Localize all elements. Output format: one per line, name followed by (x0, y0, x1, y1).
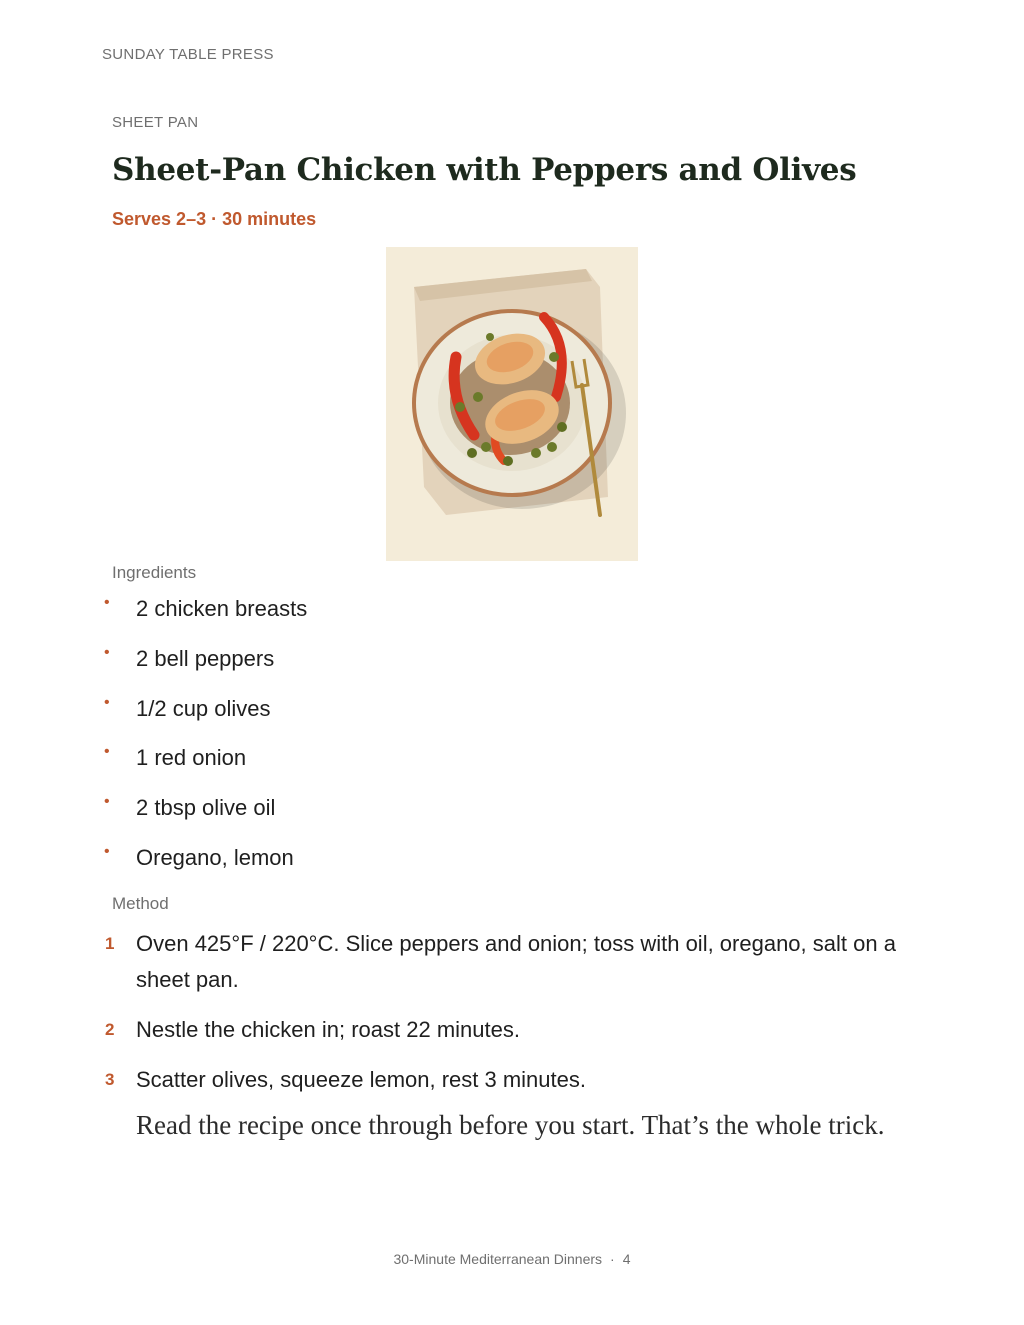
bullet-dot-icon: • (104, 743, 110, 761)
bullet-dot-icon: • (104, 594, 110, 611)
step-text: Nestle the chicken in; roast 22 minutes. (136, 1017, 520, 1042)
publisher-name: SUNDAY TABLE PRESS (102, 46, 274, 63)
recipe-photo (386, 247, 638, 561)
recipe-category: SHEET PAN (112, 114, 199, 131)
method-step (104, 1012, 904, 1048)
ingredients-heading: Ingredients (112, 563, 197, 582)
recipe-tip: Read the recipe once through before you start. That’s the whole trick. (136, 1110, 885, 1140)
page-footer (0, 1251, 1024, 1267)
bullet-dot-icon: • (104, 842, 110, 860)
step-number: 1 (105, 934, 115, 953)
footer-separator: · (610, 1251, 615, 1267)
page-number: 4 (622, 1251, 631, 1267)
bullet-dot-icon: • (104, 793, 110, 811)
chicken-plate-illustration (386, 247, 638, 561)
step-number: 3 (105, 1070, 115, 1089)
step-text: Oven 425°F / 220°C. Slice peppers and onion; toss with oil, oregano, salt on a sheet pan. (136, 931, 896, 992)
method-step (104, 926, 904, 998)
step-text: Scatter olives, squeeze lemon, rest 3 minutes. (136, 1067, 586, 1092)
method-steps-list (104, 926, 904, 1112)
method-heading: Method (112, 894, 169, 913)
bullet-dot-icon: • (104, 693, 110, 711)
recipe-title: Sheet-Pan Chicken with Peppers and Olives (112, 152, 857, 188)
book-title: 30-Minute Mediterranean Dinners (393, 1251, 603, 1267)
recipe-meta: Serves 2–3 · 30 minutes (112, 209, 317, 229)
method-step (104, 1062, 904, 1098)
bullet-dot-icon: • (104, 643, 110, 661)
step-number: 2 (105, 1020, 115, 1039)
